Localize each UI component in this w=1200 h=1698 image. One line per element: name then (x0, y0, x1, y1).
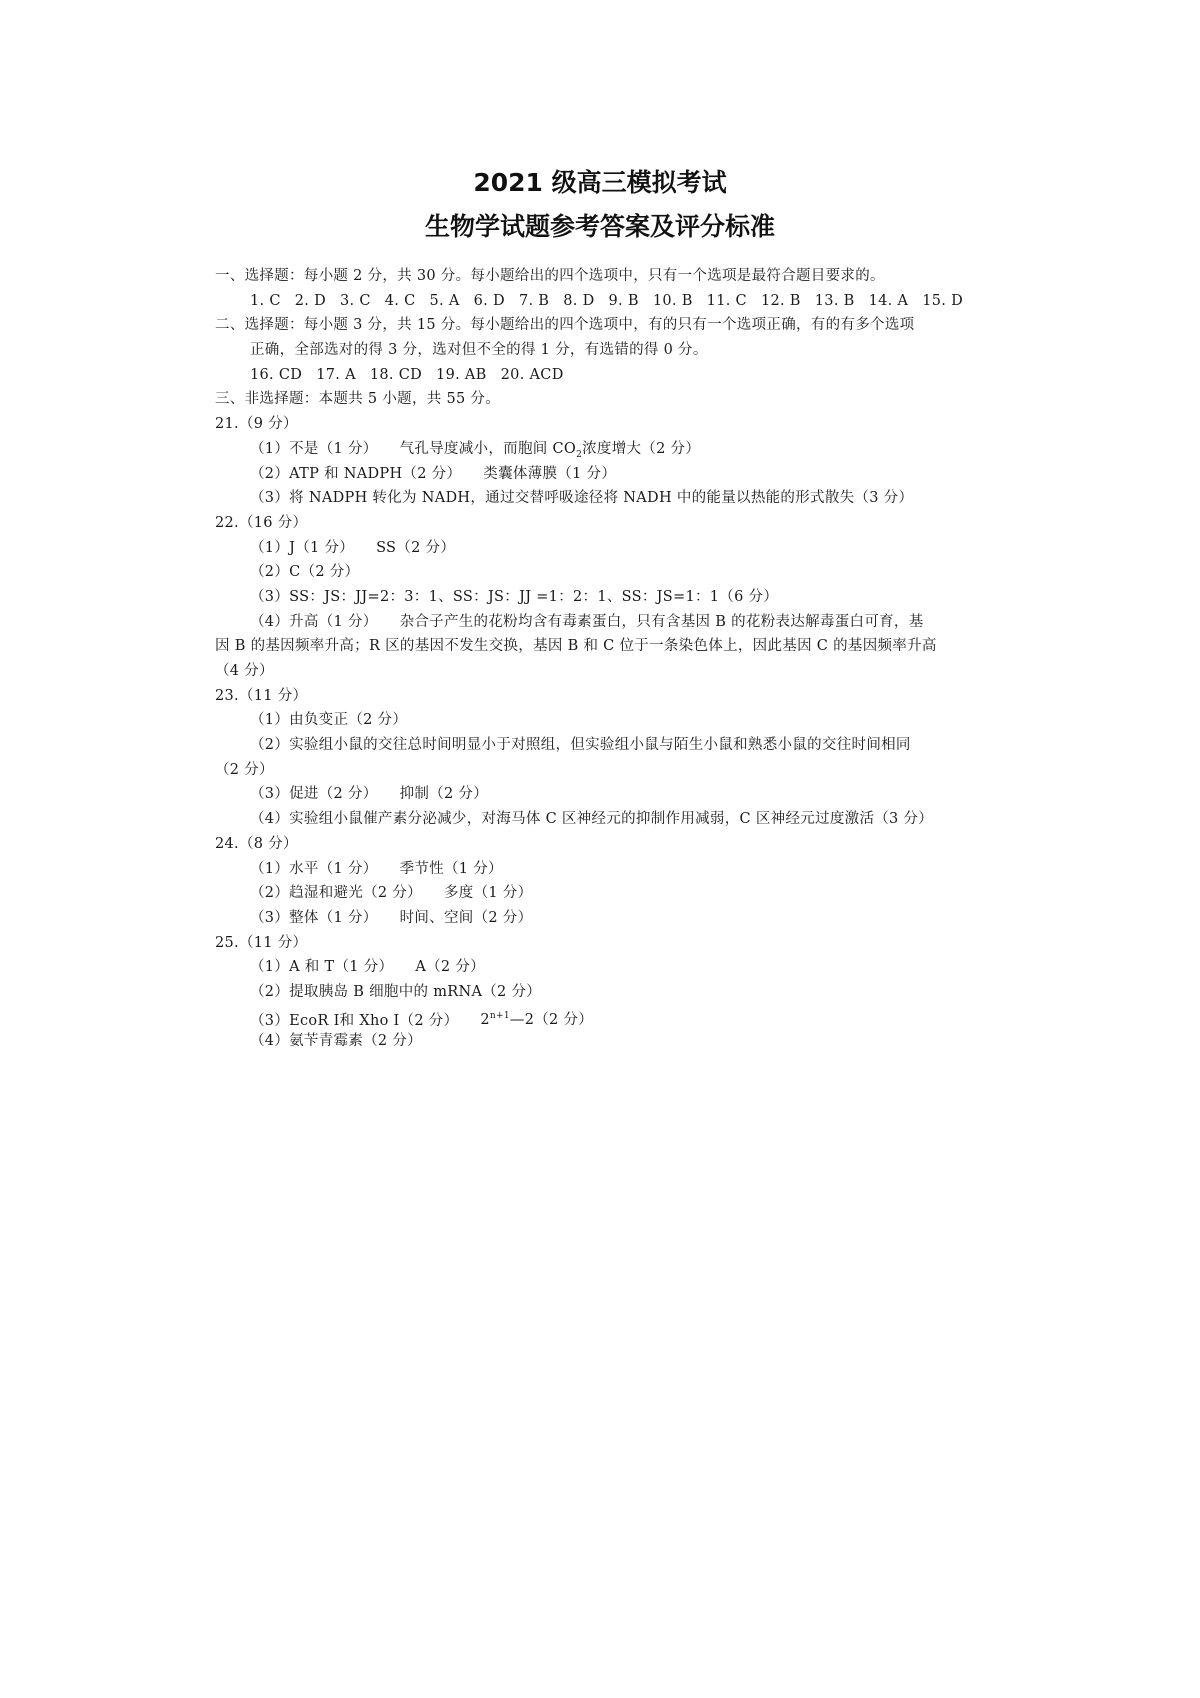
q24-part1-answer-a: （1）水平（1 分） (250, 860, 378, 877)
answer-13: 13. B (814, 292, 855, 309)
q21-part1 (215, 437, 1005, 462)
answer-18: 18. CD (369, 366, 423, 383)
q22-part1 (215, 536, 1005, 561)
answer-11: 11. C (706, 292, 747, 309)
q21-part2 (215, 462, 1005, 487)
q25-part2: （2）提取胰岛 B 细胞中的 mRNA（2 分） (250, 983, 542, 1000)
q22-part4-answer-b: 杂合子产生的花粉均含有毒素蛋白，只有含基因 B 的花粉表达解毒蛋白可育，基 (399, 613, 924, 630)
q22-part4-score: （4 分） (215, 663, 274, 679)
q22-part1-answer-b: SS（2 分） (376, 539, 456, 556)
q24-part1 (215, 857, 1005, 882)
q23-heading: 23.（11 分） (215, 687, 308, 704)
q21-heading: 21.（9 分） (215, 416, 298, 433)
section2-intro: 二、选择题：每小题 3 分，共 15 分。每小题给出的四个选项中，有的只有一个选项正确，有的有多个选项 (215, 317, 915, 334)
answer-19: 19. AB (436, 366, 487, 383)
q21-part3: （3）将 NADPH 转化为 NADH，通过交替呼吸途径将 NADH 中的能量以热能的形式散失（3 分） (250, 490, 914, 507)
section1-answers (215, 289, 1005, 314)
q25-heading: 25.（11 分） (215, 934, 308, 951)
answer-15: 15. D (922, 292, 964, 309)
q21-part2-answer-b: 类囊体薄膜（1 分） (483, 465, 617, 482)
q24-part2 (215, 881, 1005, 906)
answer-17: 17. A (316, 366, 356, 383)
q24-part2-answer-b: 多度（1 分） (443, 885, 533, 902)
q25-part3 (215, 1005, 1005, 1030)
q25-part1-answer-b: A（2 分） (415, 959, 485, 976)
q21-part1-answer-b: 气孔导度减小，而胞间 $CO_2$浓度增大（2 分） (399, 440, 701, 460)
q24-part3-answer-a: （3）整体（1 分） (250, 909, 378, 926)
q23-part3 (215, 782, 1005, 807)
q25-part3-answer-a: （3）EcoR Ⅰ和 Xho Ⅰ（2 分） (250, 1012, 459, 1029)
answer-20: 20. ACD (500, 366, 564, 383)
answer-1: 1. C (250, 292, 281, 309)
q21-part2-answer-a: （2）ATP 和 NADPH（2 分） (250, 465, 462, 482)
answer-6: 6. D (473, 292, 505, 309)
q24-part2-answer-a: （2）趋湿和避光（2 分） (250, 885, 422, 902)
q22-heading: 22.（16 分） (215, 514, 308, 531)
q23-part1: （1）由负变正（2 分） (250, 712, 408, 729)
q23-part2-score: （2 分） (215, 761, 274, 778)
section3-intro: 三、非选择题：本题共 5 小题，共 55 分。 (215, 391, 501, 408)
q22-part1-answer-a: （1）J（1 分） (250, 539, 355, 556)
answer-14: 14. A (868, 292, 909, 309)
answer-body (215, 264, 1005, 1054)
q24-part1-answer-b: 季节性（1 分） (399, 860, 503, 877)
answer-9: 9. B (608, 292, 639, 309)
answer-16: 16. CD (250, 366, 303, 383)
q22-part3: （3）SS：JS：JJ=2：3：1、SS：JS：JJ =1：2：1、SS：JS=1：1（6 分） (250, 588, 779, 605)
answer-4: 4. C (384, 292, 416, 309)
q21-part1-answer-a: （1）不是（1 分） (250, 440, 378, 457)
answer-8: 8. D (563, 292, 595, 309)
q23-part3-answer-b: 抑制（2 分） (399, 786, 488, 803)
q25-part4: （4）氨苄青霉素（2 分） (250, 1033, 422, 1050)
q23-part4: （4）实验组小鼠催产素分泌减少，对海马体 C 区神经元的抑制作用减弱，C 区神经元过度激活（3 分） (250, 811, 934, 828)
answer-3: 3. C (340, 292, 371, 309)
q24-part3 (215, 906, 1005, 931)
answer-2: 2. D (294, 292, 327, 309)
q24-part3-answer-b: 时间、空间（2 分） (399, 909, 533, 926)
section2-answers (215, 363, 1005, 388)
q23-part3-answer-a: （3）促进（2 分） (250, 786, 378, 803)
q25-part1-answer-a: （1）A 和 T（1 分） (250, 959, 394, 976)
q25-part1 (215, 955, 1005, 980)
document-subtitle: 生物学试题参考答案及评分标准 (424, 212, 775, 241)
q22-part4 (215, 610, 1005, 635)
q24-heading: 24.（8 分） (215, 835, 298, 852)
section1-intro: 一、选择题：每小题 2 分，共 30 分。每小题给出的四个选项中，只有一个选项是最符合题目要求的。 (215, 268, 885, 284)
answer-10: 10. B (652, 292, 693, 309)
q22-part4-cont: 因 B 的基因频率升高；R 区的基因不发生交换，基因 B 和 C 位于一条染色体上，因此基因 C 的基因频率升高 (215, 638, 937, 655)
answer-12: 12. B (760, 292, 801, 309)
section2-intro-cont: 正确，全部选对的得 3 分，选对但不全的得 1 分，有选错的得 0 分。 (250, 342, 708, 359)
answer-5: 5. A (429, 292, 460, 309)
q22-part4-answer-a: （4）升高（1 分） (250, 613, 378, 630)
document-title: 2021 级高三模拟考试 (473, 168, 727, 197)
q22-part2: （2）C（2 分） (250, 564, 360, 581)
answer-7: 7. B (518, 292, 550, 309)
q25-part3-answer-b: $2^{n+1}—2(2$ 分） (480, 1011, 594, 1029)
q23-part2: （2）实验组小鼠的交往总时间明显小于对照组，但实验组小鼠与陌生小鼠和熟悉小鼠的交往时间相同 (250, 737, 911, 754)
